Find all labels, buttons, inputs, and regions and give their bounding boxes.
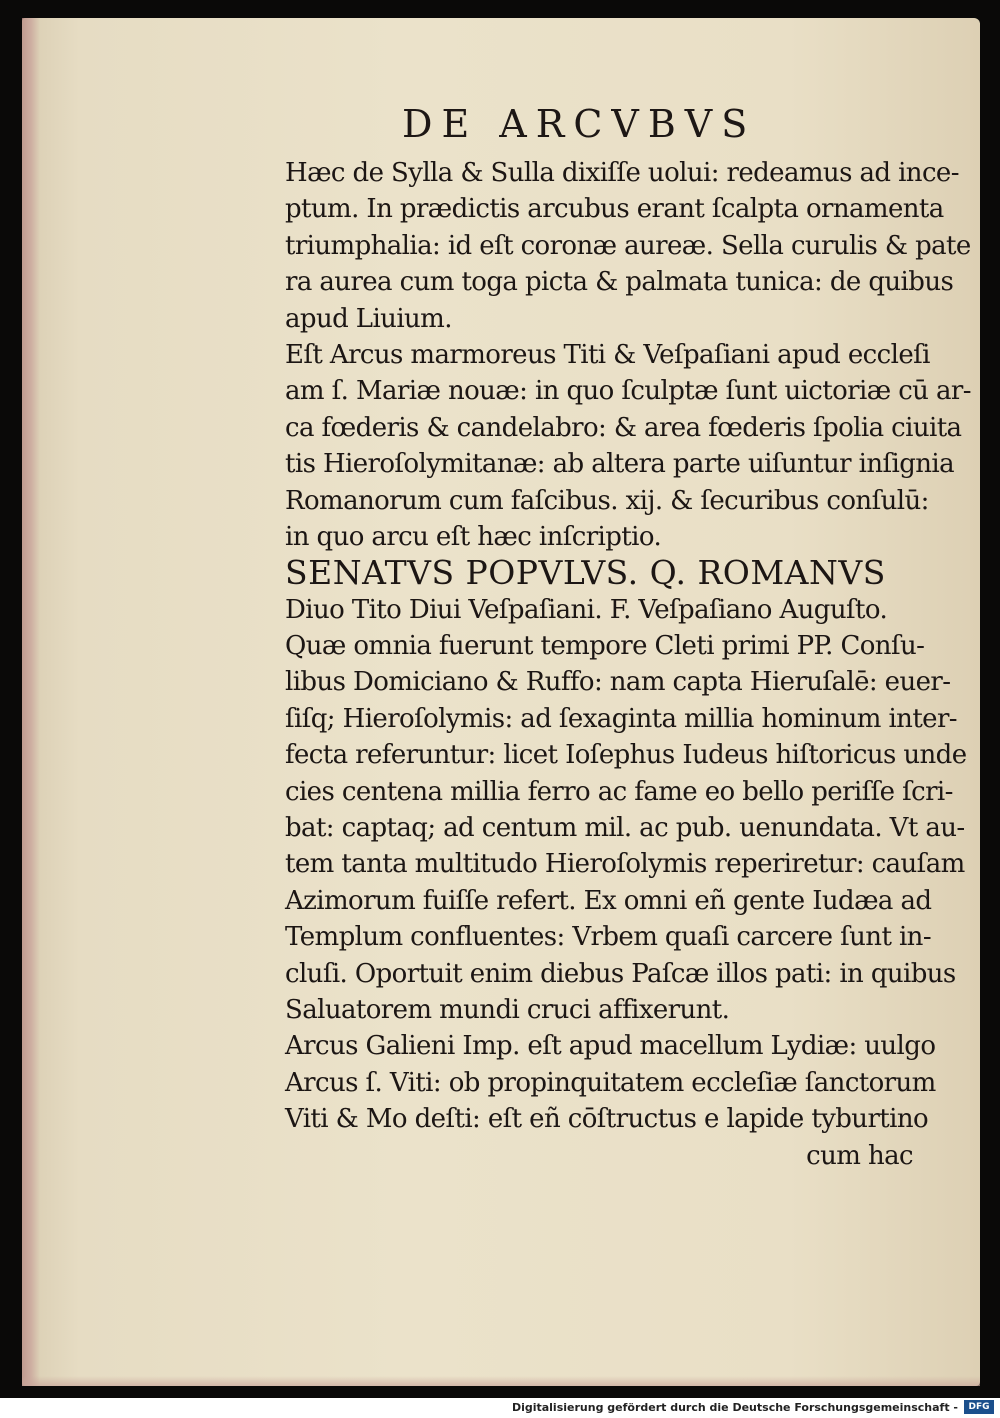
- text-line: Viti & Mo deſti: eſt eñ cōſtructus e lapide tyburtino: [285, 1104, 929, 1135]
- catchword: cum hac: [806, 1140, 913, 1171]
- footer-credit: Digitalisierung gefördert durch die Deutsche Forschungsgemeinschaft -: [511, 1401, 958, 1414]
- text-line: ca fœderis & candelabro: & area fœderis ſpolia ciuita: [285, 412, 962, 443]
- text-line: Diuo Tito Diui Veſpaſiani. F. Veſpaſiano Auguſto.: [285, 594, 888, 625]
- text-line: ra aurea cum toga picta & palmata tunica: de quibus: [285, 267, 954, 298]
- text-line: triumphalia: id eſt coronæ aureæ. Sella curulis & pate: [285, 230, 971, 261]
- text-line: Arcus ſ. Viti: ob propinquitatem eccleſiæ ſanctorum: [285, 1067, 936, 1098]
- text-line: libus Domiciano & Ruffo: nam capta Hieruſalē: euer-: [285, 667, 951, 698]
- text-line: fecta referuntur: licet Ioſephus Iudeus hiſtoricus unde: [285, 740, 967, 771]
- text-line: in quo arcu eſt hæc inſcriptio.: [285, 521, 662, 552]
- text-line: am ſ. Mariæ nouæ: in quo ſculptæ ſunt uictoriæ cū ar-: [285, 376, 971, 407]
- text-line: apud Liuium.: [285, 303, 452, 334]
- text-line: ſiſq; Hieroſolymis: ad ſexaginta millia hominum inter-: [285, 703, 957, 734]
- text-line: cies centena millia ferro ac fame eo bello periſſe ſcri-: [285, 776, 953, 807]
- text-line: ptum. In prædictis arcubus erant ſcalpta ornamenta: [285, 194, 944, 225]
- page-edge-bottom: [22, 1376, 980, 1386]
- text-line: Romanorum cum faſcibus. xij. & ſecuribus conſulū:: [285, 485, 929, 516]
- text-line: bat: captaq; ad centum mil. ac pub. uenundata. Vt au-: [285, 813, 965, 844]
- dfg-logo: DFG: [964, 1400, 994, 1414]
- footer-bar: [0, 1398, 1000, 1418]
- running-header: DE ARCVBVS: [402, 102, 757, 146]
- text-line: Azimorum fuiſſe refert. Ex omni eñ gente Iudæa ad: [285, 885, 932, 916]
- text-line: Quæ omnia fuerunt tempore Cleti primi PP. Conſu-: [285, 631, 925, 662]
- text-line: Eſt Arcus marmoreus Titi & Veſpaſiani apud eccleſi: [285, 339, 930, 370]
- text-line: Saluatorem mundi cruci affixerunt.: [285, 994, 730, 1025]
- text-line: tem tanta multitudo Hieroſolymis reperiretur: cauſam: [285, 849, 965, 880]
- page-edge-left: [22, 18, 40, 1386]
- inscription-line: SENATVS POPVLVS. Q. ROMANVS: [285, 553, 886, 593]
- text-line: cluſi. Oportuit enim diebus Paſcæ illos pati: in quibus: [285, 958, 956, 989]
- body-text: [285, 155, 971, 1174]
- text-line: Templum confluentes: Vrbem quaſi carcere ſunt in-: [285, 922, 932, 953]
- text-line: Hæc de Sylla & Sulla dixiſſe uolui: redeamus ad ince-: [285, 158, 959, 188]
- text-line: tis Hieroſolymitanæ: ab altera parte uiſuntur inſignia: [285, 449, 955, 480]
- text-line: Arcus Galieni Imp. eſt apud macellum Lydiæ: uulgo: [285, 1031, 936, 1062]
